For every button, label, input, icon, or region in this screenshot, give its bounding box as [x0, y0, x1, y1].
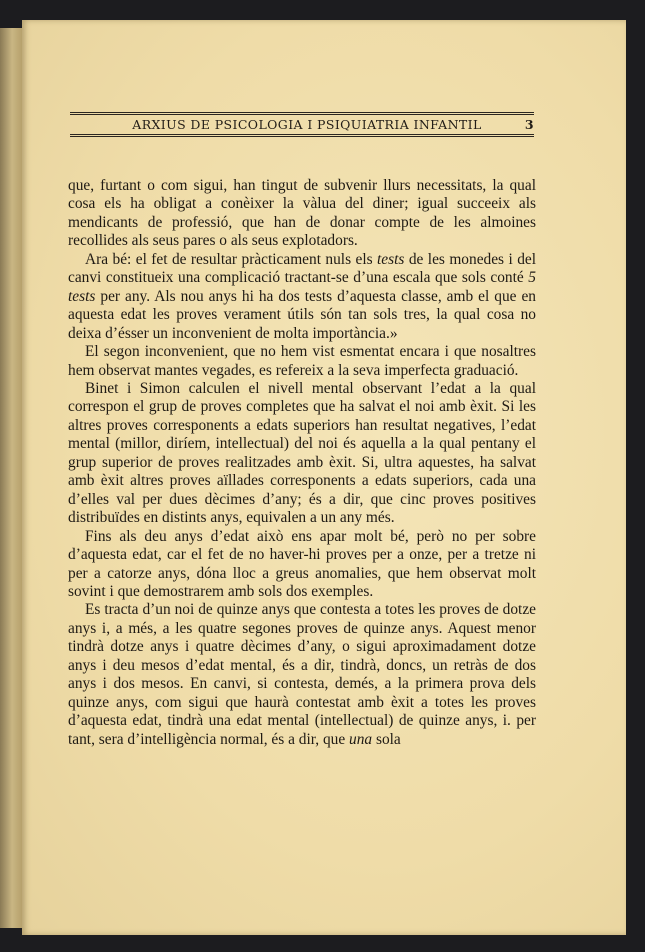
page-header [70, 112, 534, 137]
paragraph-text: per any. Als nou anys hi ha dos tests d’aquesta classe, amb el que en aquesta edat les proves verament útils són tan sols tres, la qual cosa no deixa d’ésser un inconvenient de molta importància.» [68, 287, 536, 342]
paragraph-2 [68, 251, 536, 343]
paragraph-6 [68, 601, 536, 749]
paragraph-4 [68, 380, 536, 528]
paragraph-text: Es tracta d’un noi de quinze anys que contesta a totes les proves de dotze anys i, a més, a les quatre segones proves de quinze anys. Aquest menor tindrà dotze anys i quatre dècimes d’any, o sigui aproximadament dotze anys i deu mesos d’edat mental, és a dir, tindrà, doncs, un retràs de dos anys i dos mesos. En canvi, si contesta, demés, a la primera prova dels quinze anys, com sigui que haurà contestat amb èxit a totes les proves d’aquesta edat, tindrà una edat mental (intellectual) de quinze anys, i. per tant, sera d’intelligència normal, és a dir, que [68, 601, 536, 748]
paragraph-text: Ara bé: el fet de resultar pràcticament nuls els [85, 250, 378, 268]
paragraph-text: Binet i Simon calculen el nivell mental observant l’edat a la qual correspon el grup de proves completes que ha salvat el noi amb èxit. Si les altres proves corresponents a edats superiors han resultat negatives, l’edat mental (millor, diríem, intellectual) del noi és aquella a la qual pentany el grup superior de proves realitzades amb èxit. Si, ultra aquestes, ha salvat amb èxit altres proves aïllades corresponents a edats superiors, cada una d’elles val per dues dècimes d’any; és a dir, que cinc proves positives distribuïdes en distints anys, equivalen a un any més. [68, 379, 536, 527]
italic-text: tests [377, 250, 405, 268]
running-head: ARXIUS DE PSICOLOGIA I PSIQUIATRIA INFANTIL [132, 117, 482, 132]
paragraph-5 [68, 528, 536, 602]
paragraph-text: Fins als deu anys d’edat això ens apar molt bé, però no per sobre d’aquesta edat, car el fet de no haver-hi proves per a onze, per a tretze ni per a catorze anys, dóna lloc a greus anomalies, que hem observat molt sovint i que demostrarem amb sols dos exemples. [68, 527, 536, 600]
body-text [68, 177, 536, 749]
header-bottom-rule [70, 134, 534, 137]
paragraph-3 [68, 343, 536, 380]
italic-text: una [349, 730, 373, 748]
paragraph-text: que, furtant o com sigui, han tingut de subvenir llurs necessitats, la qual cosa els ha obligat a conèixer la vàlua del diner; igual succeeix als mendicants de professió, que han de donar compte de les almoines recollides als seus pares o als seus explotadors. [68, 177, 536, 250]
paragraph-text: de les monedes i del canvi constitueix una complicació tractant-se d’una escala que sols conté [68, 250, 536, 287]
paragraph-1 [68, 177, 536, 251]
header-row [70, 115, 534, 134]
paragraph-text: sola [372, 730, 401, 748]
paragraph-text: El segon inconvenient, que no hem vist esmentat encara i que nosaltres hem observat mantes vegades, es refereix a la seva imperfecta graduació. [68, 343, 536, 379]
italic-text: 5 tests [68, 269, 536, 305]
page-number: 3 [524, 117, 534, 132]
book-spine-edge [0, 28, 23, 928]
